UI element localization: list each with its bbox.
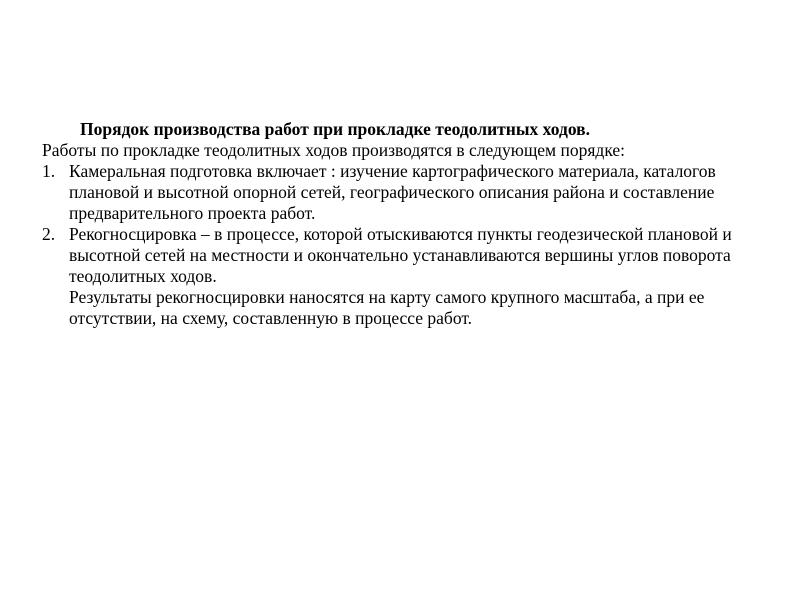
list-number: 1.	[42, 161, 56, 181]
list-item	[42, 224, 782, 329]
document-title: Порядок производства работ при прокладке теодолитных ходов.	[80, 119, 590, 139]
intro-paragraph: Работы по прокладке теодолитных ходов производятся в следующем порядке:	[42, 140, 626, 160]
steps-list	[42, 161, 782, 329]
list-item-continuation: Результаты рекогносцировки наносятся на карту самого крупного масштаба, а при ее отсутствии, на схему, составленную в процессе работ.	[69, 287, 705, 328]
text-block	[42, 118, 782, 329]
list-item-text: Рекогносцировка – в процессе, которой отыскиваются пункты геодезической плановой и высотной сетей на местности и окончательно устанавливаются вершины углов поворота теодолитных ходов.	[69, 224, 732, 286]
list-item-text: Камеральная подготовка включает : изучение картографического материала, каталогов плановой и высотной опорной сетей, географического описания района и составление предварительного проекта работ.	[69, 161, 716, 223]
list-number: 2.	[42, 224, 56, 244]
list-item	[42, 161, 782, 224]
